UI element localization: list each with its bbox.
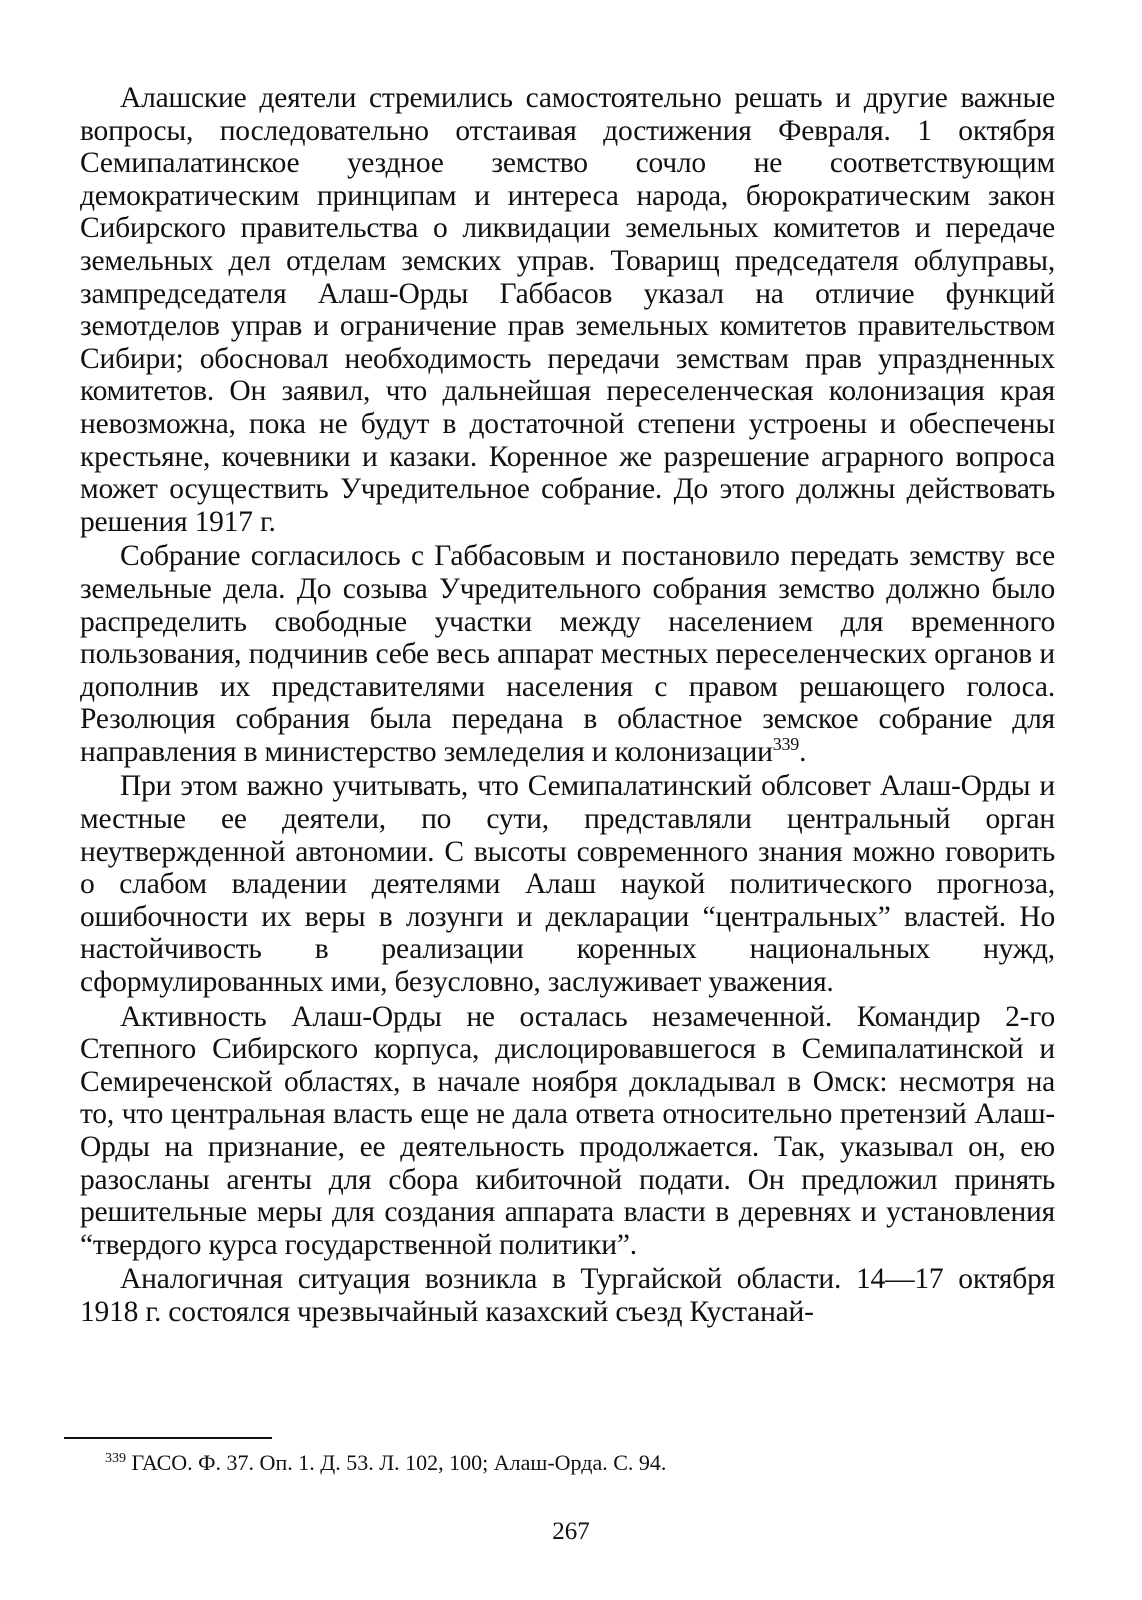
footnote-text: ГАСО. Ф. 37. Оп. 1. Д. 53. Л. 102, 100; Алаш-Орда. С. 94. <box>131 1450 667 1475</box>
paragraph-5 <box>80 1263 1055 1328</box>
paragraph-1-text: Алашские деятели стремились самостоятельно решать и другие важные вопросы, последовательно отстаивая достижения Февраля. 1 октября Семипалатинское уездное земство сочло не соответствующим демократическим принципам и интереса народа, бюрократическим закон Сибирского правительства о ликвидации земельных комитетов и передаче земельных дел отделам земских управ. Товарищ председателя облуправы, зампредседателя Алаш-Орды Габбасов указал на отличие функций земотделов управ и ограничение прав земельных комитетов правительством Сибири; обосновал необходимость передачи земствам прав упраздненных комитетов. Он заявил, что дальнейшая переселенческая колонизация края невозможна, пока не будут в достаточной степени устроены и обеспечены крестьяне, кочевники и казаки. Коренное же разрешение аграрного вопроса может осуществить Учредительное собрание. До этого должны действовать решения 1917 г. <box>80 82 1055 538</box>
paragraph-4-text: Активность Алаш-Орды не осталась незамеченной. Командир 2-го Степного Сибирского корпуса, дислоцировавшегося в Семипалатинской и Семиреченской областях, в начале ноября докладывал в Омск: несмотря на то, что центральная власть еще не дала ответа относительно претензий Алаш-Орды на признание, ее деятельность продолжается. Так, указывал он, ею разосланы агенты для сбора кибиточной подати. Он предложил принять решительные меры для создания аппарата власти в деревнях и установления “твердого курса государственной политики”. <box>80 1000 1055 1261</box>
paragraph-2 <box>80 540 1055 768</box>
main-text <box>80 82 1055 1331</box>
footnote-number: 339 <box>105 1451 126 1466</box>
footnote-reference: 339 <box>772 733 800 754</box>
footnote-divider <box>64 1437 272 1439</box>
paragraph-5-text: Аналогичная ситуация возникла в Тургайской области. 14—17 октября 1918 г. состоялся чрезвычайный казахский съезд Кустанай- <box>80 1263 1055 1328</box>
footnote <box>105 1450 666 1476</box>
paragraph-3 <box>80 770 1055 998</box>
paragraph-2-text: Собрание согласилось с Габбасовым и постановило передать земству все земельные дела. До созыва Учредительного собрания земство должно было распределить свободные участки между населением для временного пользования, подчинив себе весь аппарат местных переселенческих органов и дополнив их представителями населения с правом решающего голоса. Резолюция собрания была передана в областное земское собрание для направления в министерство земледелия и колонизации <box>80 540 1055 768</box>
page-number: 267 <box>552 1518 590 1545</box>
paragraph-2-end: . <box>799 735 807 768</box>
paragraph-3-text: При этом важно учитывать, что Семипалатинский облсовет Алаш-Орды и местные ее деятели, по сути, представляли центральный орган неутвержденной автономии. С высоты современного знания можно говорить о слабом владении деятелями Алаш наукой политического прогноза, ошибочности их веры в лозунги и декларации “центральных” властей. Но настойчивость в реализации коренных национальных нужд, сформулированных ими, безусловно, заслуживает уважения. <box>80 770 1055 999</box>
paragraph-4 <box>80 1001 1055 1262</box>
paragraph-1 <box>80 82 1055 538</box>
